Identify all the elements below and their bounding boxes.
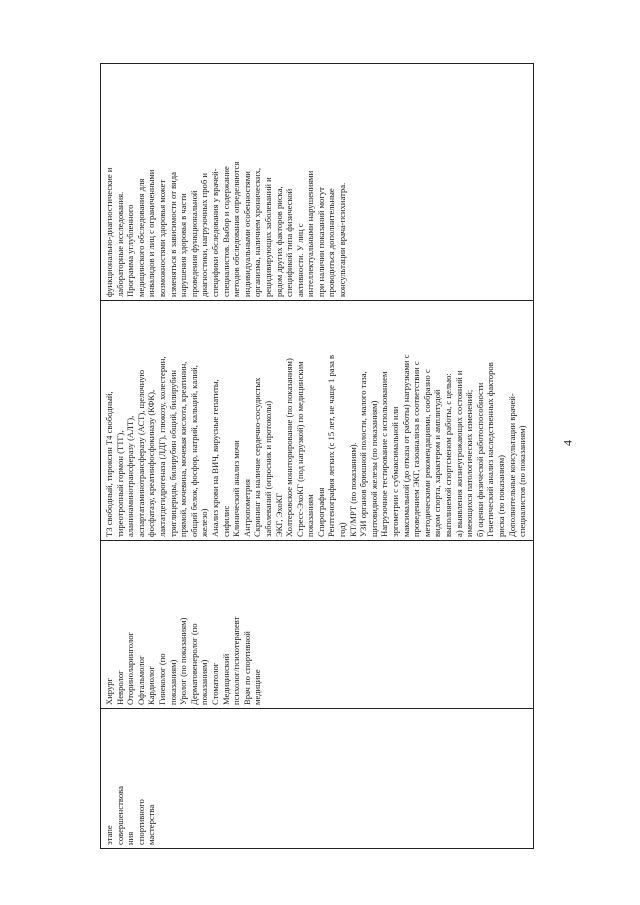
examinations-cell bbox=[101, 301, 534, 541]
examination-line: прямой, мочевина, мочевая кислота, креатинин, bbox=[178, 361, 189, 537]
examination-line: аланинаминотрансферазу (АЛТ), bbox=[125, 415, 136, 537]
note-line: диагностики, нагрузочных проб и bbox=[199, 173, 210, 297]
stage-line: мастерства bbox=[146, 804, 157, 845]
rotated-page-content bbox=[100, 64, 534, 849]
note-line: консультации врача-психиатра. bbox=[337, 182, 348, 297]
stage-line: совершенствова bbox=[114, 786, 125, 845]
specialist-line: Медицинский bbox=[220, 653, 231, 705]
examination-line: сифилис bbox=[220, 505, 231, 537]
stage-line: этапе bbox=[104, 825, 114, 845]
note-line: нарушения здоровья в части bbox=[178, 193, 189, 297]
examination-line: год) bbox=[337, 522, 348, 537]
specialist-line: Офтальмолог bbox=[135, 655, 146, 705]
examination-line: б) оценки физической работоспособности bbox=[474, 382, 485, 537]
specialist-line: Невролог bbox=[114, 670, 125, 705]
examination-line: риска (по показаниям) bbox=[495, 454, 506, 537]
stage-cell bbox=[101, 709, 534, 849]
note-line: функционально-диагностические и bbox=[104, 167, 114, 297]
stage-line: ния bbox=[125, 831, 136, 845]
examination-line: Генетический анализ наследственных факторов bbox=[485, 362, 496, 537]
examination-line: КТ/МРТ (по показаниям). bbox=[347, 442, 358, 537]
note-line: возможностями здоровья может bbox=[156, 179, 167, 297]
examination-line: методическими рекомендациями, сообразно с bbox=[421, 369, 432, 537]
examination-line: Скрининг на наличие сердечно-сосудистых bbox=[252, 377, 263, 537]
specialist-line: Уролог (по показаниям) bbox=[178, 617, 189, 705]
specialist-line: Дерматовенеролог (по bbox=[188, 623, 199, 705]
note-line: изменяться в зависимости от вида bbox=[167, 172, 178, 297]
specialist-line: Врач по спортивной bbox=[241, 631, 252, 705]
examination-line: Анализ крови на ВИЧ, вирусные гепатиты, bbox=[209, 379, 220, 537]
examination-line: проведением ЭКГ, газоанализа в соответствии с bbox=[411, 361, 422, 537]
examination-line: а) выявления жизнеугрожающих состояний и bbox=[453, 370, 464, 537]
examination-line: имеющихся патологических изменений; bbox=[464, 389, 475, 537]
examination-line: Холтеровское мониторирование (по показаниям) bbox=[284, 358, 295, 537]
note-line: индивидуальными особенностями bbox=[241, 171, 252, 297]
table-row bbox=[101, 64, 534, 849]
specialist-line: психолог/психотерапевт bbox=[231, 616, 242, 705]
note-line: Программа углубленного bbox=[125, 204, 136, 297]
medical-exam-table bbox=[100, 63, 534, 849]
examination-line: триглицериды, билирубин общий, билирубин bbox=[167, 369, 178, 537]
specialist-line: Хирург bbox=[104, 677, 114, 705]
examination-line: Антропометрия bbox=[241, 479, 252, 537]
examination-line: эргометрии с субмаксимальной или bbox=[390, 406, 401, 537]
examination-line: заболеваний (опросник и протоколы) bbox=[262, 400, 273, 537]
examination-line: тиреотропный гормон (ТТГ), bbox=[114, 430, 125, 537]
note-line: проведения функциональной bbox=[188, 190, 199, 297]
note-line: медицинского обследования для bbox=[135, 178, 146, 297]
examination-line: Нагрузочное тестирование с использованием bbox=[379, 371, 390, 537]
examination-line: Т3 свободный, тироксин Т4 свободный, bbox=[104, 391, 114, 537]
specialist-line: Оториноларинголог bbox=[125, 631, 136, 705]
examination-line: железо) bbox=[199, 508, 210, 537]
note-line: проводиться дополнительные bbox=[326, 188, 337, 297]
examination-line: видом спорта, характером и амплитудой bbox=[432, 389, 443, 537]
note-line: специалистов. Выбор и содержание bbox=[220, 166, 231, 297]
stage-line: спортивного bbox=[135, 799, 146, 845]
examination-line: общий белок, фосфор, натрий, кальций, калий, bbox=[188, 365, 199, 537]
examination-line: специалистов (по показаниям) bbox=[517, 425, 528, 537]
examination-line: ЭКГ, ЭхоКГ bbox=[273, 492, 284, 537]
note-line: рецидивирующих заболеваний и bbox=[262, 177, 273, 297]
examination-line: выполняемой спортсменом работы, с целью: bbox=[443, 373, 453, 537]
note-line: при наличии показаний могут bbox=[315, 187, 326, 297]
specialist-line: показаниям) bbox=[167, 659, 178, 705]
examination-line: УЗИ органов брюшной полости, малого таза, bbox=[358, 371, 369, 537]
examination-line: Клинический анализ мочи bbox=[231, 440, 242, 537]
note-line: лабораторные исследования. bbox=[114, 191, 125, 297]
page-number: 4 bbox=[560, 440, 575, 446]
examination-line: показаниям bbox=[305, 494, 316, 537]
specialist-line: Гинеколог (по bbox=[156, 653, 167, 705]
specialist-line: медицине bbox=[252, 669, 263, 705]
examination-line: фосфатазу, креатинфосфокиназу (КФК), bbox=[146, 389, 157, 537]
note-line: специфики обследования у врачей- bbox=[209, 168, 220, 297]
note-line: активности. У лиц с bbox=[294, 223, 305, 297]
note-line: организма, наличием хронических, bbox=[252, 167, 263, 297]
note-line: инвалидов и лиц с ограниченными bbox=[146, 169, 157, 297]
note-line: спецификой типа физической bbox=[284, 188, 295, 297]
examination-line: щитовидной железы (по показаниям) bbox=[368, 400, 379, 537]
examination-line: лактатдегидрогеназа (ЛДГ), глюкозу, холестерин, bbox=[156, 356, 167, 537]
specialist-line: показаниям) bbox=[199, 659, 210, 705]
specialist-line: Кардиолог bbox=[146, 666, 157, 705]
notes-cell bbox=[101, 64, 534, 301]
examination-line: максимальной (до отказа от работы) нагрузками с bbox=[400, 354, 411, 537]
examination-line: Спирография bbox=[315, 487, 326, 537]
specialist-line: Стоматолог bbox=[209, 662, 220, 705]
note-line: методов обследования определяются bbox=[231, 161, 242, 297]
examination-line: Рентгенография легких (с 15 лет, не чаще 1 раза в bbox=[326, 354, 337, 537]
note-line: интеллектуальными нарушениями bbox=[305, 170, 316, 297]
examination-line: аспартатаминотрансферазу (АСТ), щелочную bbox=[135, 369, 146, 537]
examination-line: Дополнительные консультации врачей- bbox=[506, 393, 517, 537]
specialists-cell bbox=[101, 541, 534, 709]
examination-line: Стресс-ЭхоКГ (под нагрузкой) по медицинским bbox=[294, 361, 305, 537]
note-line: рядом других факторов риска, bbox=[273, 186, 284, 297]
